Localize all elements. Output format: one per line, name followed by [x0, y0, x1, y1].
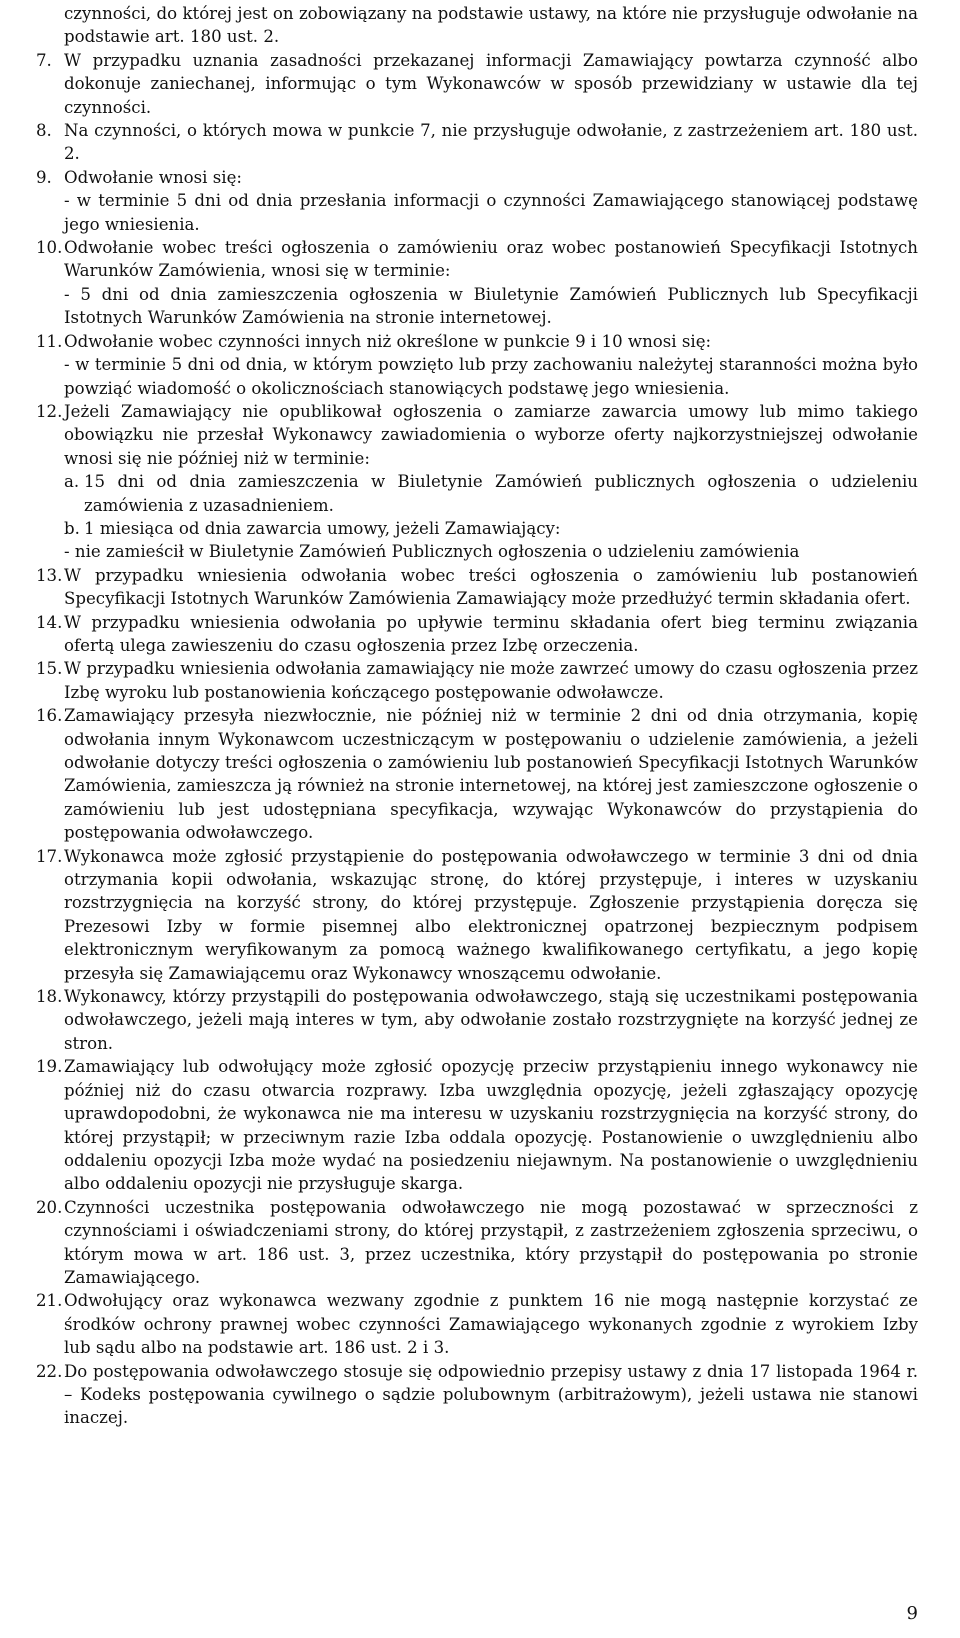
item-body	[64, 985, 918, 1055]
paragraph: - w terminie 5 dni od dnia, w którym powzięto lub przy zachowaniu należytej staranności można było powziąć wiadomość o okolicznościach stanowiących podstawę jego wniesienia.	[64, 355, 918, 398]
item-body	[64, 330, 918, 400]
paragraph: Wykonawcy, którzy przystąpili do postępowania odwoławczego, stają się uczestnikami postępowania odwoławczego, jeżeli mają interes w tym, aby odwołanie zostało rozstrzygnięte na korzyść jednej ze stron.	[64, 987, 918, 1053]
item-body	[64, 49, 918, 119]
item-number: 9.	[36, 167, 52, 187]
sub-item-text: 15 dni od dnia zamieszczenia w Biuletynie Zamówień publicznych ogłoszenia o udzieleniu zamówienia z uzasadnieniem.	[84, 472, 918, 515]
item-body	[64, 1196, 918, 1290]
paragraph: - 5 dni od dnia zamieszczenia ogłoszenia w Biuletynie Zamówień Publicznych lub Specyfikacji Istotnych Warunków Zamówienia na stronie internetowej.	[64, 284, 918, 328]
item-number: 16.	[36, 706, 63, 726]
item-number: 11.	[36, 331, 63, 351]
paragraph: - nie zamieścił w Biuletynie Zamówień Publicznych ogłoszenia o udzieleniu zamówienia	[64, 542, 800, 562]
page-number: 9	[906, 1603, 918, 1624]
item-number: 7.	[36, 50, 52, 70]
item-body	[64, 657, 918, 704]
paragraph: Odwołanie wobec treści ogłoszenia o zamówieniu oraz wobec postanowień Specyfikacji Istotnych Warunków Zamówienia, wnosi się w terminie:	[64, 238, 918, 281]
item-number: 8.	[36, 121, 52, 141]
paragraph: Czynności uczestnika postępowania odwoławczego nie mogą pozostawać w sprzeczności z czynnościami i oświadczeniami strony, do której przystąpił, z zastrzeżeniem zgłoszenia sprzeciwu, o którym mowa w art. 186 ust. 3, przez uczestnika, który przystąpił do postępowania po stronie Zamawiającego.	[64, 1197, 918, 1287]
item-body	[64, 564, 918, 611]
item-number: 12.	[36, 401, 63, 421]
paragraph: W przypadku uznania zasadności przekazanej informacji Zamawiający powtarza czynność albo dokonuje zaniechanej, informując o tym Wykonawców w sposób przewidziany w ustawie dla tej czynności.	[64, 50, 918, 117]
paragraph: W przypadku wniesienia odwołania zamawiający nie może zawrzeć umowy do czasu ogłoszenia przez Izbę wyroku lub postanowienia kończącego postępowanie odwoławcze.	[64, 659, 918, 702]
sub-item	[64, 470, 918, 517]
item-body	[64, 236, 918, 330]
list-item	[36, 1055, 918, 1195]
paragraph: Jeżeli Zamawiający nie opublikował ogłoszenia o zamiarze zawarcia umowy lub mimo takiego obowiązku nie przesłał Wykonawcy zawiadomienia o wyborze oferty najkorzystniejszej odwołanie wnosi się nie później niż w terminie:	[64, 401, 918, 468]
item-body	[64, 1360, 918, 1430]
list-item	[36, 564, 918, 611]
paragraph: Odwołanie wnosi się:	[64, 167, 242, 187]
list-item	[36, 330, 918, 400]
list-item	[36, 166, 918, 236]
item-body	[64, 704, 918, 844]
list-item	[36, 704, 918, 844]
item-body	[64, 1289, 918, 1359]
list-item	[36, 657, 918, 704]
paragraph: W przypadku wniesienia odwołania wobec treści ogłoszenia o zamówieniu lub postanowień Specyfikacji Istotnych Warunków Zamówienia Zamawiający może przedłużyć termin składania ofert.	[64, 565, 918, 609]
item-number: 10.	[36, 238, 63, 258]
list-item	[36, 845, 918, 985]
sub-item-label: a.	[64, 472, 80, 492]
item-number: 15.	[36, 659, 63, 679]
list-item	[36, 49, 918, 119]
list-item	[36, 1289, 918, 1359]
list-item	[36, 400, 918, 564]
item-number: 18.	[36, 987, 63, 1007]
paragraph: Zamawiający lub odwołujący może zgłosić opozycję przeciw przystąpieniu innego wykonawcy nie później niż do czasu otwarcia rozprawy. Izba uwzględnia opozycję, jeżeli zgłaszający opozycję uprawdopodobni, że wykonawca nie ma interesu w uzyskaniu rozstrzygnięcia na korzyść strony, do której przystąpił; w przeciwnym razie Izba oddala opozycję. Postanowienie o uwzględnieniu albo oddaleniu opozycji Izba może wydać na posiedzeniu niejawnym. Na postanowienie o uwzględnieniu albo oddaleniu opozycji nie przysługuje skarga.	[64, 1057, 918, 1194]
paragraph: Wykonawca może zgłosić przystąpienie do postępowania odwoławczego w terminie 3 dni od dnia otrzymania kopii odwołania, wskazując stronę, do której przystępuje, i interes w uzyskaniu rozstrzygnięcia na korzyść strony, do której przystępuje. Zgłoszenie przystąpienia doręcza się Prezesowi Izby w formie pisemnej albo elektronicznej opatrzonej bezpiecznym podpisem elektronicznym weryfikowanym za pomocą ważnego kwalifikowanego certyfikatu, a jego kopię przesyła się Zamawiającemu oraz Wykonawcy wnoszącemu odwołanie.	[64, 846, 918, 983]
item-body	[64, 166, 918, 236]
sub-item	[64, 517, 918, 540]
item-number: 14.	[36, 612, 63, 632]
paragraph: Odwołanie wobec czynności innych niż określone w punkcie 9 i 10 wnosi się:	[64, 331, 712, 351]
item-number: 13.	[36, 565, 63, 585]
paragraph: Odwołujący oraz wykonawca wezwany zgodnie z punktem 16 nie mogą następnie korzystać ze środków ochrony prawnej wobec czynności Zamawiającego wykonanych zgodnie z wyrokiem Izby lub sądu albo na podstawie art. 186 ust. 2 i 3.	[64, 1291, 918, 1358]
paragraph: W przypadku wniesienia odwołania po upływie terminu składania ofert bieg terminu związania ofertą ulega zawieszeniu do czasu ogłoszenia przez Izbę orzeczenia.	[64, 612, 918, 655]
paragraph: Na czynności, o których mowa w punkcie 7, nie przysługuje odwołanie, z zastrzeżeniem art. 180 ust. 2.	[64, 121, 918, 164]
list-item	[36, 1196, 918, 1290]
item-number: 19.	[36, 1057, 63, 1077]
item-body	[64, 1055, 918, 1195]
document-body	[36, 2, 918, 1430]
item-number: 17.	[36, 846, 63, 866]
list-item	[36, 611, 918, 658]
sub-item-label: b.	[64, 518, 80, 538]
item-body	[64, 845, 918, 985]
list-item	[36, 236, 918, 330]
list-item	[36, 985, 918, 1055]
item-body	[64, 400, 918, 564]
paragraph: - w terminie 5 dni od dnia przesłania informacji o czynności Zamawiającego stanowiącej podstawę jego wniesienia.	[64, 191, 918, 234]
list-item	[36, 119, 918, 166]
item-number: 20.	[36, 1197, 63, 1217]
paragraph: Do postępowania odwoławczego stosuje się odpowiednio przepisy ustawy z dnia 17 listopada 1964 r. – Kodeks postępowania cywilnego o sądzie polubownym (arbitrażowym), jeżeli ustawa nie stanowi inaczej.	[64, 1361, 918, 1428]
paragraph: czynności, do której jest on zobowiązany na podstawie ustawy, na które nie przysługuje odwołanie na podstawie art. 180 ust. 2.	[64, 4, 918, 47]
list-item-continuation	[36, 2, 918, 49]
item-body	[64, 119, 918, 166]
item-number: 21.	[36, 1291, 63, 1311]
sub-item-text: 1 miesiąca od dnia zawarcia umowy, jeżeli Zamawiający:	[84, 518, 561, 538]
item-body	[64, 611, 918, 658]
item-number: 22.	[36, 1361, 63, 1381]
paragraph: Zamawiający przesyła niezwłocznie, nie później niż w terminie 2 dni od dnia otrzymania, kopię odwołania innym Wykonawcom uczestniczącym w postępowaniu o udzielenie zamówienia, a jeżeli odwołanie dotyczy treści ogłoszenia o zamówieniu lub postanowień Specyfikacji Istotnych Warunków Zamówienia, zamieszcza ją również na stronie internetowej, na której jest zamieszczone ogłoszenie o zamówieniu lub jest udostępniana specyfikacja, wzywając Wykonawców do przystąpienia do postępowania odwoławczego.	[64, 706, 918, 843]
list-item	[36, 1360, 918, 1430]
